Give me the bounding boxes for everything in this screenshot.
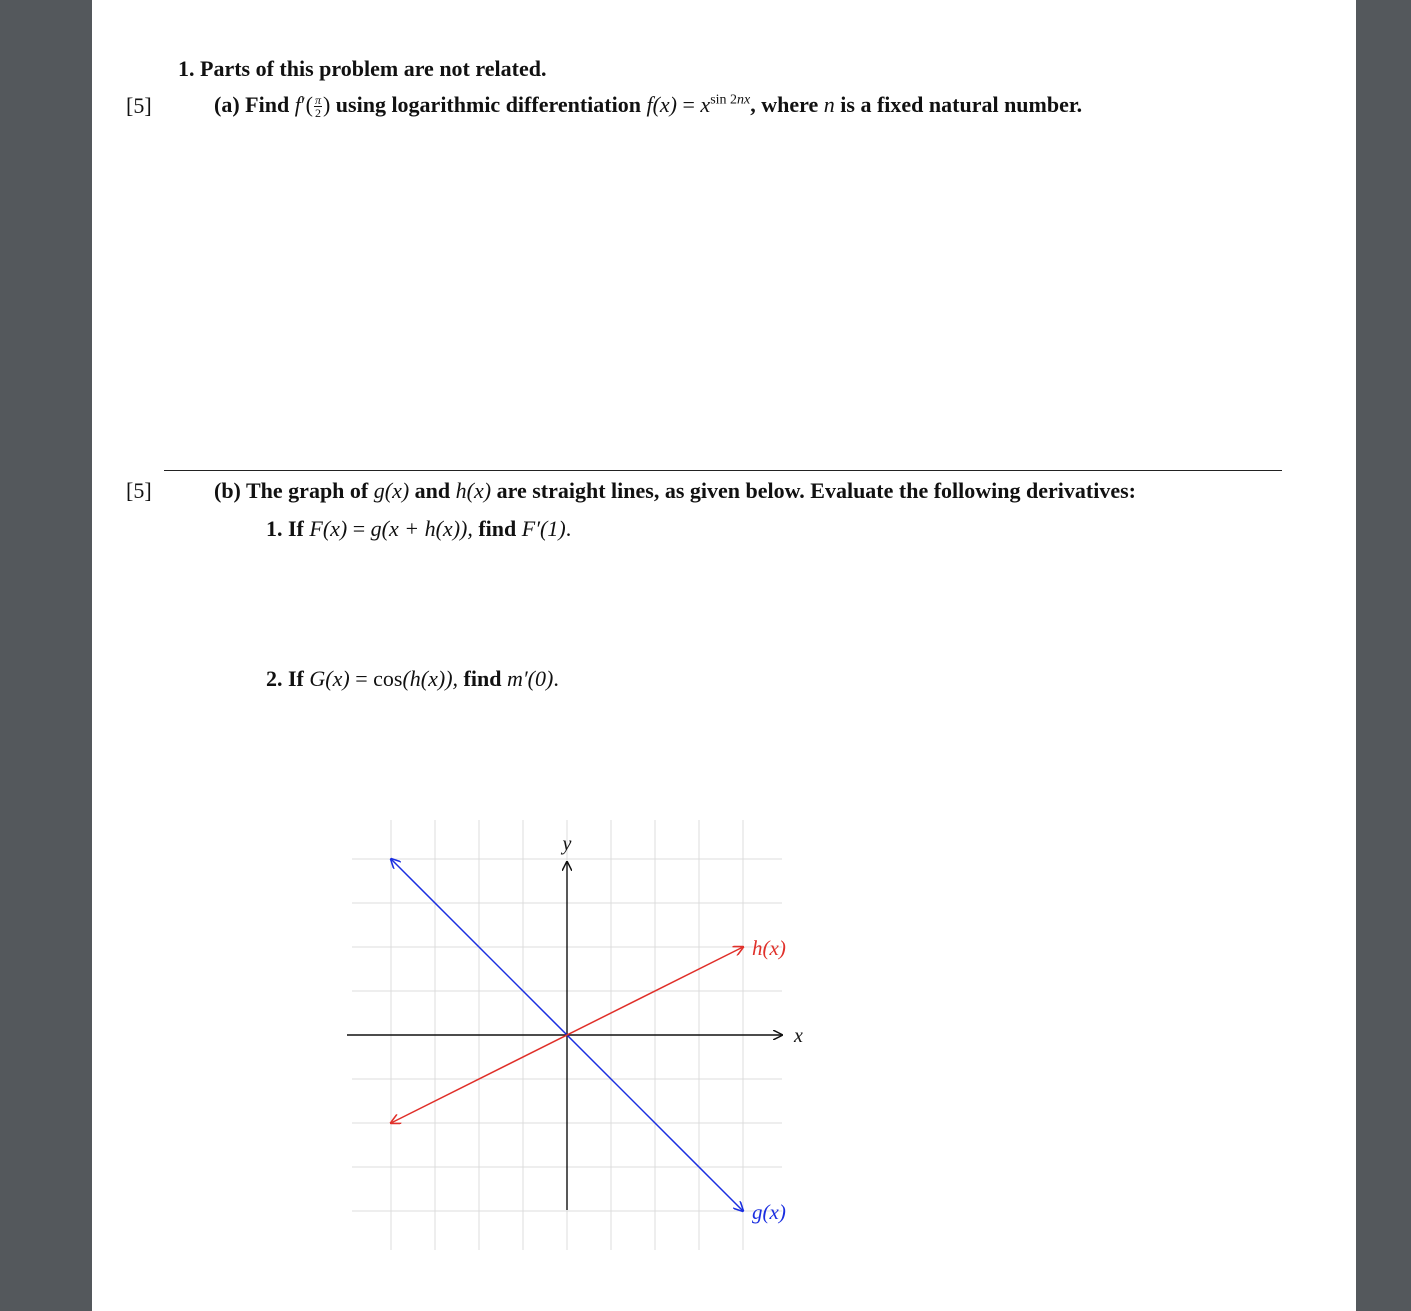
part-a-open-paren: (	[305, 92, 313, 117]
part-a-label: (a)	[214, 92, 240, 117]
part-a-base-x: x	[700, 92, 711, 117]
part-a-x-arg: (x)	[652, 92, 677, 117]
series-label-h: h(x)	[752, 936, 786, 960]
pi-over-two-fraction	[314, 94, 322, 119]
subitem-1-period: .	[565, 516, 572, 541]
part-a-f2: f	[646, 92, 653, 117]
part-a-text-find: Find	[245, 92, 290, 117]
part-a-close-paren: )	[322, 92, 331, 117]
problem-number: 1.	[178, 56, 195, 81]
series-label-g: g(x)	[752, 1200, 786, 1224]
part-a-text-method: using logarithmic differentiation	[335, 92, 641, 117]
part-a-points: [5]	[126, 93, 152, 118]
subitem-2-cos: cos	[373, 666, 403, 691]
part-a-text-end: is a fixed natural number.	[840, 92, 1083, 117]
series-layer	[391, 859, 786, 1224]
subitem-2	[266, 666, 559, 692]
x-axis-label: x	[794, 1025, 803, 1047]
part-a-statement	[214, 92, 1082, 119]
part-b-h: h(x)	[455, 478, 492, 503]
fraction-denominator: 2	[314, 106, 321, 121]
part-a-prime: ′	[300, 92, 306, 117]
part-a-equals: =	[682, 92, 695, 117]
subitem-1-if: If	[288, 516, 304, 541]
part-b-g: g(x)	[373, 478, 410, 503]
subitem-1	[266, 516, 571, 542]
part-b-points: [5]	[126, 478, 152, 503]
y-axis-label: y	[562, 833, 572, 855]
axes	[347, 833, 803, 1210]
fraction-numerator: π	[314, 93, 321, 108]
subitem-2-target: m′(0)	[506, 666, 554, 691]
part-b-statement	[214, 478, 1136, 504]
part-a-f: f	[294, 92, 301, 117]
part-b-and: and	[414, 478, 451, 503]
part-a-n: n	[823, 92, 835, 117]
subitem-2-period: .	[553, 666, 559, 691]
subitem-2-rhs: (h(x)),	[402, 666, 459, 691]
section-divider	[164, 470, 1282, 471]
part-b-label: (b)	[214, 478, 241, 503]
part-a-text-where: , where	[750, 92, 819, 117]
exponent-nx: nx	[737, 92, 751, 108]
part-b-text-2: are straight lines, as given below. Evaluate the following derivatives:	[496, 478, 1136, 503]
subitem-1-equals: =	[352, 516, 366, 541]
subitem-1-target: F′(1)	[521, 516, 566, 541]
problem-intro: Parts of this problem are not related.	[200, 56, 547, 81]
exponent-sin: sin 2	[710, 92, 738, 108]
subitem-2-find: find	[463, 666, 502, 691]
subitem-2-number: 2.	[266, 666, 283, 691]
subitem-2-equals: =	[355, 666, 368, 691]
subitem-1-rhs: g(x + h(x)),	[370, 516, 473, 541]
subitem-1-find: find	[478, 516, 517, 541]
part-b-text-1: The graph of	[246, 478, 369, 503]
problem-heading	[178, 56, 546, 82]
document-page	[92, 0, 1356, 1311]
subitem-1-number: 1.	[266, 516, 283, 541]
subitem-2-if: If	[288, 666, 304, 691]
subitem-1-lhs: F(x)	[309, 516, 348, 541]
line-graph	[242, 810, 803, 1260]
subitem-2-lhs: G(x)	[309, 666, 350, 691]
part-a-exponent	[710, 93, 750, 108]
